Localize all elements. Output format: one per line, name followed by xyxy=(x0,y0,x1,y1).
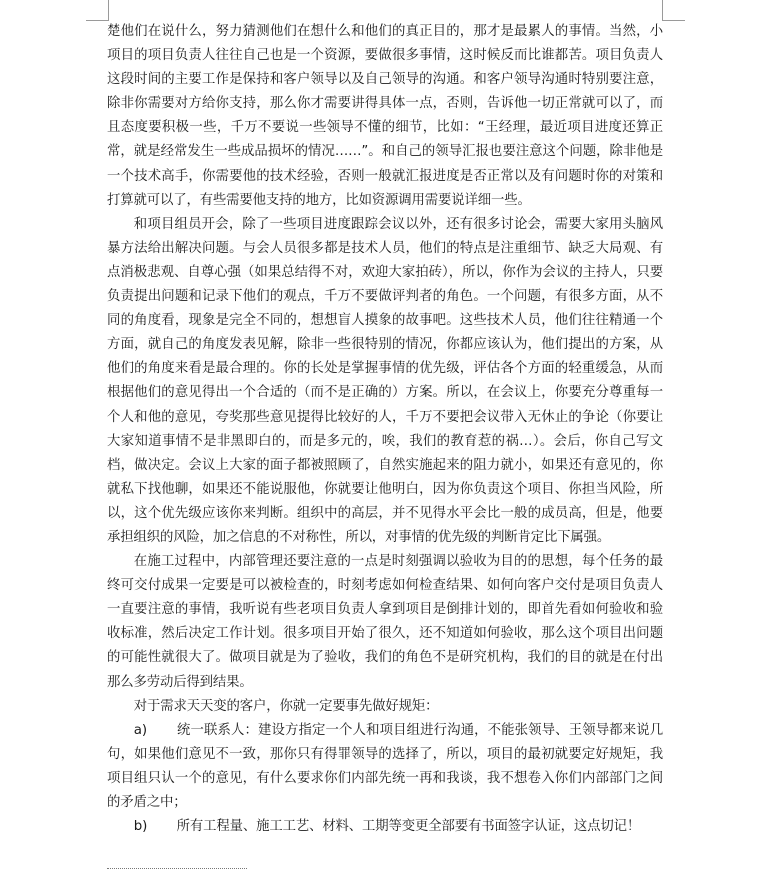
page-corner-mark-left xyxy=(86,0,109,21)
paragraph-meetings: 和项目组员开会，除了一些项目进度跟踪会议以外，还有很多讨论会，需要大家用头脑风暴方法给出解决问题。与会人员很多都是技术人员，他们的特点是注重细节、缺乏大局观、有点消极悲观、自尊心强（如果总结得不对，欢迎大家拍砖），所以，你作为会议的主持人，只要负责提出问题和记录下他们的观点，千万不要做评判者的角色。一个问题，有很多方面，从不同的角度看，现象是完全不同的，想想盲人摸象的故事吧。这些技术人员，他们往往精通一个方面，就自己的角度发表见解，除非一些很特别的情况，你都应该认为，他们提出的方案，从他们的角度来看是最合理的。你的长处是掌握事情的优先级，评估各个方面的轻重缓急，从而根据他们的意见得出一个合适的（而不是正确的）方案。所以，在会议上，你要充分尊重每一个人和他的意见，夸奖那些意见提得比较好的人，千万不要把会议带入无休止的争论（你要让大家知道事情不是非黑即白的，而是多元的，唉，我们的教育惹的祸…）。会后，你自己写文档，做决定。会议上大家的面子都被照顾了，自然实施起来的阻力就小，如果还有意见的，你就私下找他聊，如果还不能说服他，你就要让他明白，因为你负责这个项目、你担当风险，所以，这个优先级应该你来判断。组织中的高层，并不见得水平会比一般的成员高，但是，他要承担组织的风险，加之信息的不对称性，所以，对事情的优先级的判断肯定比下属强。 xyxy=(107,216,663,545)
page-corner-mark-right xyxy=(662,0,685,21)
paragraph-acceptance: 在施工过程中，内部管理还要注意的一点是时刻强调以验收为目的的思想，每个任务的最终可交付成果一定要是可以被检查的，时刻考虑如何检查结果、如何向客户交付是项目负责人一直要注意的事情，我听说有些老项目负责人拿到项目是倒排计划的，即首先看如何验收和验收标准，然后决定工作计划。很多项目开始了很久，还不知道如何验收，那么这个项目出问题的可能性就很大了。做项目就是为了验收，我们的角色不是研究机构，我们的目的就是在付出那么多劳动后得到结果。 xyxy=(107,554,663,690)
paragraph-continued: 楚他们在说什么，努力猜测他们在想什么和他们的真正目的，那才是最累人的事情。当然，小项目的项目负责人往往自己也是一个资源，要做很多事情，这时候反而比谁都苦。项目负责人这段时间的主要工作是保持和客户领导以及自己领导的沟通。和客户领导沟通时特别要注意，除非你需要对方给你支持，那么你才需要讲得具体一点，否则，告诉他一切正常就可以了，而且态度要积极一些，千万不要说一些领导不懂的细节，比如：“王经理，最近项目进度还算正常，就是经常发生一些成品损坏的情况……”。和自己的领导汇报也要注意这个问题，除非他是一个技术高手，你需要他的技术经验，否则一般就汇报进度是否正常以及有问题时你的对策和打算就可以了，有些需要他支持的地方，比如资源调用需要说详细一些。 xyxy=(107,24,663,208)
document-body xyxy=(107,20,663,839)
list-item-a xyxy=(107,719,663,815)
list-item-b xyxy=(107,815,663,839)
next-line-cutoff xyxy=(107,862,247,869)
list-marker-b: b) xyxy=(133,819,148,835)
list-marker-a: a) xyxy=(133,722,147,738)
paragraph-requirements-intro: 对于需求天天变的客户，你就一定要事先做好规矩： xyxy=(133,698,439,714)
list-item-a-text: 统一联系人：建设方指定一个人和项目组进行沟通，不能张领导、王领导都来说几句，如果他们意见不一致，那你只有得罪领导的选择了，所以，项目的最初就要定好规矩，我项目组只认一个的意见，有什么要求你们内部先统一再和我谈，我不想卷入你们内部部门之间的矛盾之中； xyxy=(107,722,663,810)
list-item-b-text: 所有工程量、施工工艺、材料、工期等变更全部要有书面签字认证，这点切记！ xyxy=(176,819,641,835)
